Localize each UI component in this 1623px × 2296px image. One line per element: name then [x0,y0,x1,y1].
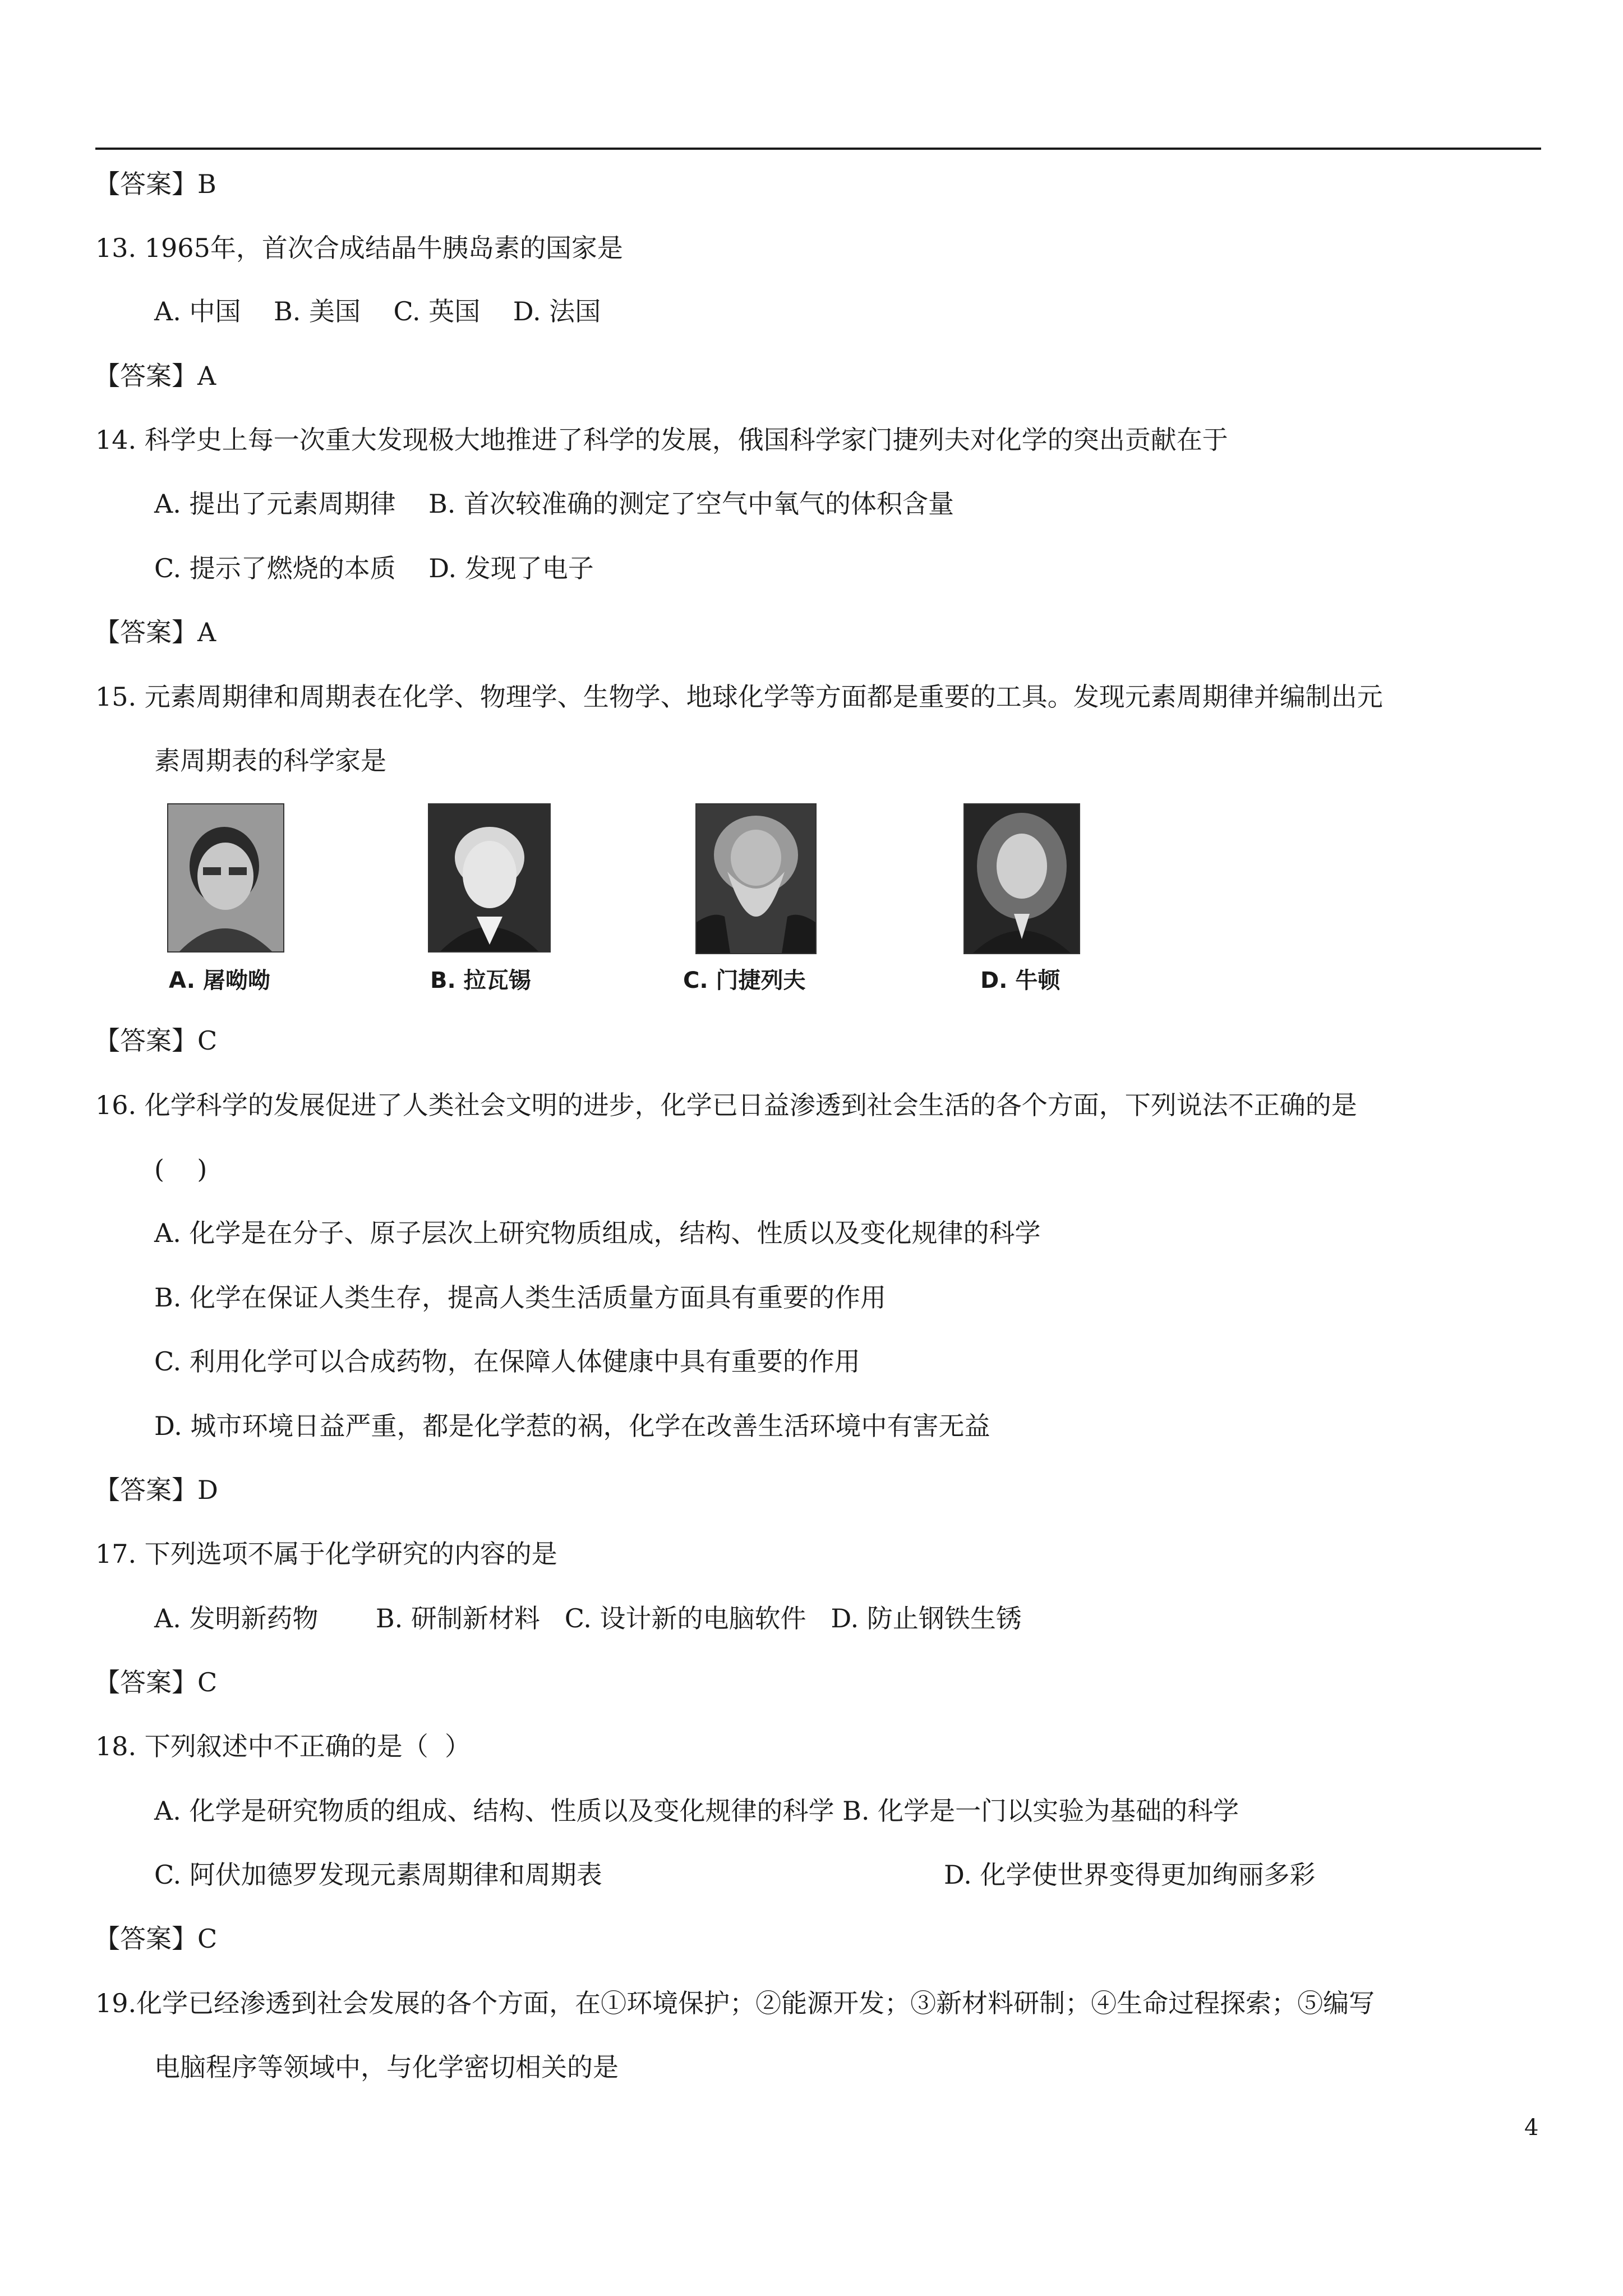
question-14-options-cd: C. 提示了燃烧的本质 D. 发现了电子 [154,553,594,583]
answer-13: 【答案】A [94,361,216,391]
question-16-line-2: ( ) [154,1154,208,1184]
portrait-d-photo [963,803,1080,954]
portrait-b-photo [428,803,551,953]
question-16-line-1: 16. 化学科学的发展促进了人类社会文明的进步，化学已日益渗透到社会生活的各个方面，下列说法不正确的是 [95,1090,1357,1120]
question-18-option-c: C. 阿伏加德罗发现元素周期律和周期表 [154,1860,602,1890]
answer-16: 【答案】D [94,1475,218,1505]
portrait-a-photo [167,803,284,953]
caption-b: B. 拉瓦锡 [430,968,531,993]
answer-12: 【答案】B [94,169,216,199]
answer-14: 【答案】A [94,617,216,647]
answer-18: 【答案】C [94,1924,218,1954]
question-15-line-1: 15. 元素周期律和周期表在化学、物理学、生物学、地球化学等方面都是重要的工具。发现元素周期律并编制出元 [95,682,1383,712]
question-13: 13. 1965年，首次合成结晶牛胰岛素的国家是 [95,233,623,263]
question-18-option-d: D. 化学使世界变得更加绚丽多彩 [944,1860,1316,1890]
question-13-options: A. 中国 B. 美国 C. 英国 D. 法国 [154,296,601,326]
question-17: 17. 下列选项不属于化学研究的内容的是 [95,1539,557,1569]
answer-17: 【答案】C [94,1667,218,1697]
question-19-line-1: 19.化学已经渗透到社会发展的各个方面，在①环境保护；②能源开发；③新材料研制；④生命过程探索；⑤编写 [95,1988,1375,2018]
page-number: 4 [1524,2115,1539,2141]
question-16-option-c: C. 利用化学可以合成药物，在保障人体健康中具有重要的作用 [154,1346,860,1377]
question-14: 14. 科学史上每一次重大发现极大地推进了科学的发展，俄国科学家门捷列夫对化学的突出贡献在于 [95,425,1228,455]
question-16-option-d: D. 城市环境日益严重，都是化学惹的祸，化学在改善生活环境中有害无益 [154,1411,990,1441]
question-17-options: A. 发明新药物 B. 研制新材料 C. 设计新的电脑软件 D. 防止钢铁生锈 [154,1603,1022,1634]
question-16-option-b: B. 化学在保证人类生存，提高人类生活质量方面具有重要的作用 [154,1282,887,1313]
question-18: 18. 下列叙述中不正确的是（ ） [95,1731,471,1761]
caption-a: A. 屠呦呦 [169,968,270,993]
question-14-options-ab: A. 提出了元素周期律 B. 首次较准确的测定了空气中氧气的体积含量 [154,489,954,519]
header-rule [95,148,1541,150]
question-16-option-a: A. 化学是在分子、原子层次上研究物质组成，结构、性质以及变化规律的科学 [154,1218,1041,1248]
answer-15: 【答案】C [94,1025,218,1056]
caption-c: C. 门捷列夫 [683,968,806,993]
question-18-options-ab: A. 化学是研究物质的组成、结构、性质以及变化规律的科学 B. 化学是一门以实验为基础的科学 [154,1796,1239,1826]
portrait-c-photo [695,803,817,954]
question-19-line-2: 电脑程序等领域中，与化学密切相关的是 [154,2052,619,2082]
caption-d: D. 牛顿 [980,968,1061,993]
question-15-line-2: 素周期表的科学家是 [154,746,386,776]
